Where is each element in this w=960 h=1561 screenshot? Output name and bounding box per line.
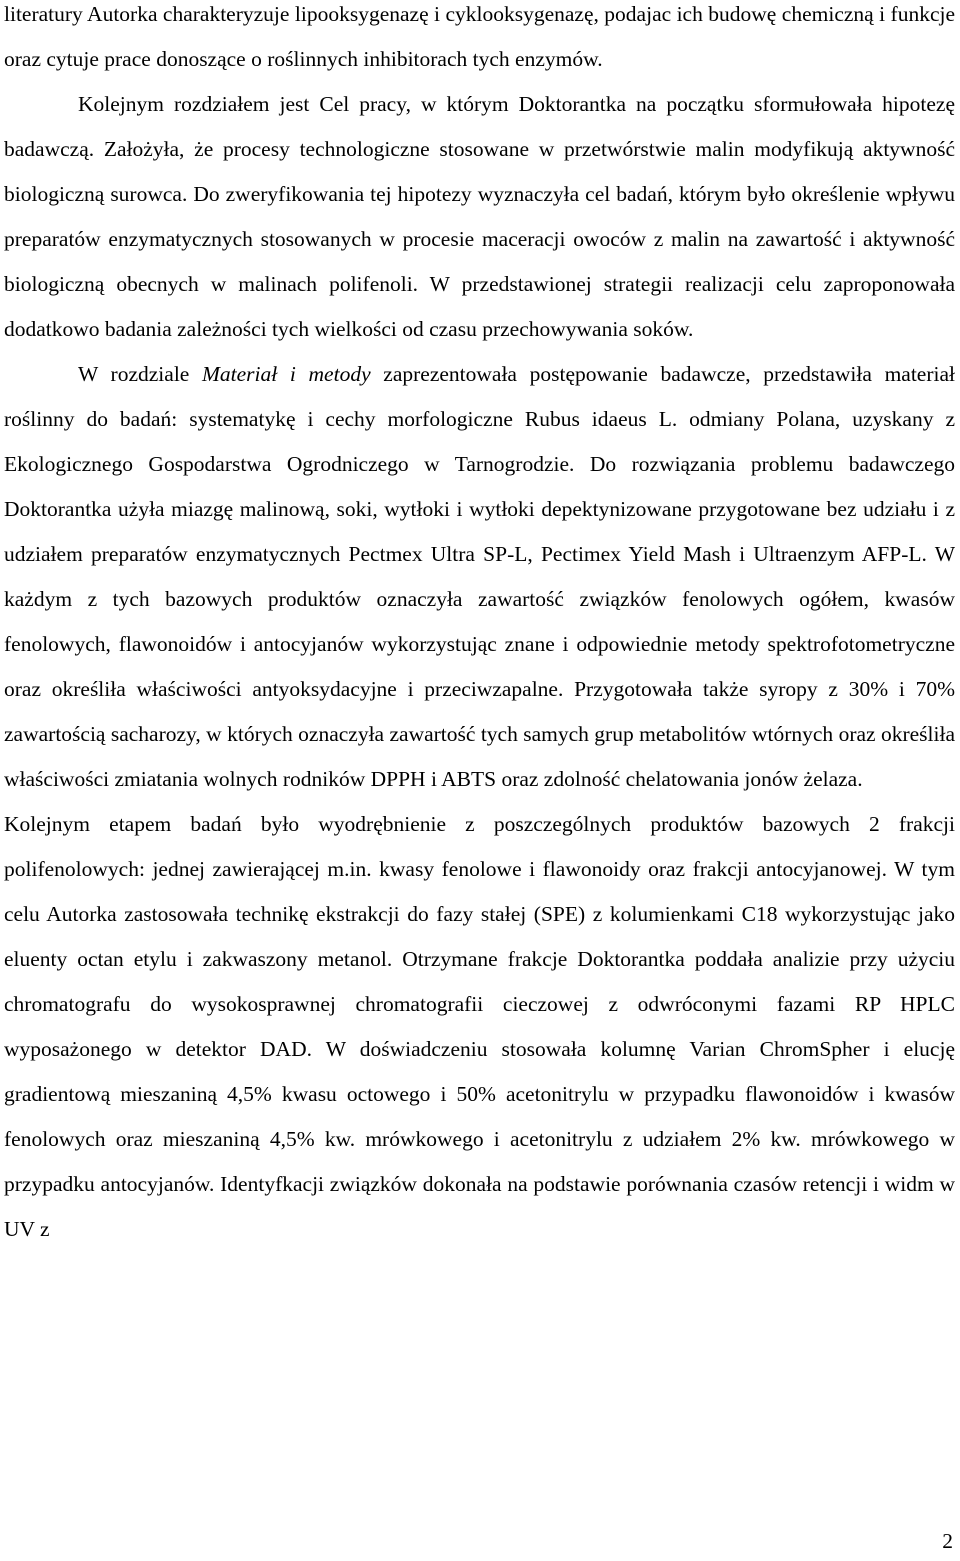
paragraph-fractionation: Kolejnym etapem badań było wyodrębnienie z poszczególnych produktów bazowych 2 frakcji polifenolowych: jednej zawierającej m.in. kwasy fenolowe i flawonoidy oraz frakcji antocyjanowej. W tym celu Autorka zastosowała technikę ekstrakcji do fazy stałej (SPE) z kolumienkami C18 wykorzystując jako eluenty octan etylu i zakwaszony metanol. Otrzymane frakcje Doktorantka poddała analizie przy użyciu chromatografu do wysokosprawnej chromatografii cieczowej z odwróconymi fazami RP HPLC wyposażonego w detektor DAD. W doświadczeniu stosowała kolumnę Varian ChromSpher i elucję gradientową mieszaniną 4,5% kwasu octowego i 50% acetonitrylu w przypadku flawonoidów i kwasów fenolowych oraz mieszaniną 4,5% kw. mrówkowego i acetonitrylu z udziałem 2% kw. mrówkowego w przypadku antocyjanów. Identyfkacji związków dokonała na podstawie porównania czasów retencji i widm w UV z [4, 812, 955, 1241]
paragraph-materials-methods-body: zaprezentowała postępowanie badawcze, przedstawiła materiał roślinny do badań: systematykę i cechy morfologiczne Rubus idaeus L. odmiany Polana, uzyskany z Ekologicznego Gospodarstwa Ogrodniczego w Tarnogrodzie. Do rozwiązania problemu badawczego Doktorantka użyła miazgę malinową, soki, wytłoki i wytłoki depektynizowane przygotowane bez udziału i z udziałem preparatów enzymatycznych Pectmex Ultra SP-L, Pectimex Yield Mash i Ultraenzym AFP-L. W każdym z tych bazowych produktów oznaczyła zawartość związków fenolowych ogółem, kwasów fenolowych, flawonoidów i antocyjanów wykorzystując znane i odpowiednie metody spektrofotometryczne oraz określiła właściwości antyoksydacyjne i przeciwzapalne. Przygotowała także syropy z 30% i 70% zawartością sacharozy, w których oznaczyła zawartość tych samych grup metabolitów wtórnych oraz określiła właściwości zmiatania wolnych rodników DPPH i ABTS oraz zdolność chelatowania jonów żelaza. [4, 362, 955, 791]
paragraph-materials-methods [4, 352, 955, 802]
document-page [4, 0, 955, 1252]
page-number: 2 [942, 1529, 953, 1553]
section-title-materials-methods: Materiał i metody [202, 362, 371, 386]
paragraph-research-aim: Kolejnym rozdziałem jest Cel pracy, w którym Doktorantka na początku sformułowała hipotezę badawczą. Założyła, że procesy technologiczne stosowane w przetwórstwie malin modyfikują aktywność biologiczną surowca. Do zweryfikowania tej hipotezy wyznaczyła cel badań, którym było określenie wpływu preparatów enzymatycznych stosowanych w procesie maceracji owoców z malin na zawartość i aktywność biologiczną obecnych w malinach polifenoli. W przedstawionej strategii realizacji celu zaproponowała dodatkowo badania zależności tych wielkości od czasu przechowywania soków. [4, 92, 955, 341]
paragraph-materials-methods-lead: W rozdziale [78, 362, 202, 386]
paragraph-literature-review: literatury Autorka charakteryzuje lipooksygenazę i cyklooksygenazę, podajac ich budowę chemiczną i funkcje oraz cytuje prace donoszące o roślinnych inhibitorach tych enzymów. [4, 2, 955, 71]
